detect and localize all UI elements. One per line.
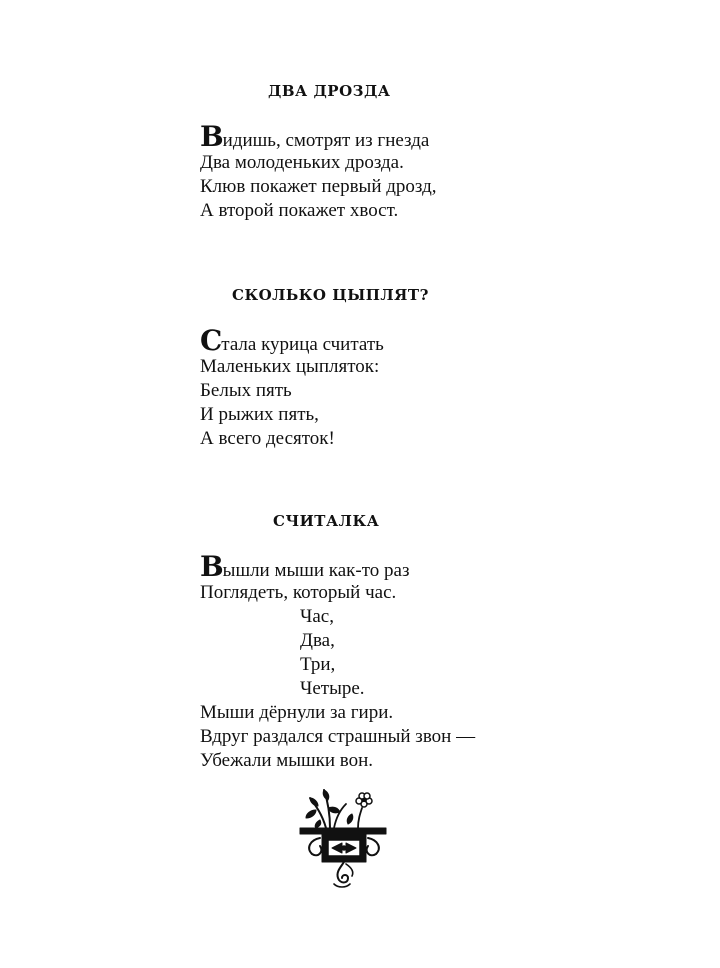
poem-line-first — [200, 120, 430, 153]
drop-cap: В — [200, 120, 223, 153]
poem-line-indented: Три, — [300, 654, 336, 675]
poem-line: Маленьких цыпляток: — [200, 356, 380, 377]
poem-line: Два молоденьких дрозда. — [200, 152, 404, 173]
poem-line-text: тала курица считать — [221, 334, 384, 355]
flower-pot-ornament-icon — [296, 784, 390, 892]
poem-line-text: идишь, смотрят из гнезда — [222, 130, 430, 151]
poem-line-indented: Два, — [300, 630, 335, 651]
drop-cap: В — [200, 550, 223, 583]
drop-cap: С — [200, 324, 222, 357]
poem-line-text: ышли мыши как-то раз — [222, 560, 410, 581]
poem-line: Белых пять — [200, 380, 292, 401]
poem-line-first — [200, 324, 384, 357]
poem-line: А всего десяток! — [200, 428, 335, 449]
poem-line-indented: Четыре. — [300, 678, 365, 699]
poem-line: Вдруг раздался страшный звон — — [200, 726, 476, 747]
poem-line: Убежали мышки вон. — [200, 750, 374, 771]
poem-title: СКОЛЬКО ЦЫПЛЯТ? — [232, 286, 429, 304]
poem-line: Поглядеть, который час. — [200, 582, 397, 603]
poem-title: СЧИТАЛКА — [273, 512, 380, 530]
poem-line-first — [200, 550, 410, 583]
poem-line: Клюв покажет первый дрозд, — [200, 176, 437, 197]
poem-line-indented: Час, — [300, 606, 334, 627]
poem-line: А второй покажет хвост. — [200, 200, 399, 221]
poem-title: ДВА ДРОЗДА — [268, 82, 391, 100]
poem-line: И рыжих пять, — [200, 404, 319, 425]
poem-line: Мыши дёрнули за гири. — [200, 702, 394, 723]
